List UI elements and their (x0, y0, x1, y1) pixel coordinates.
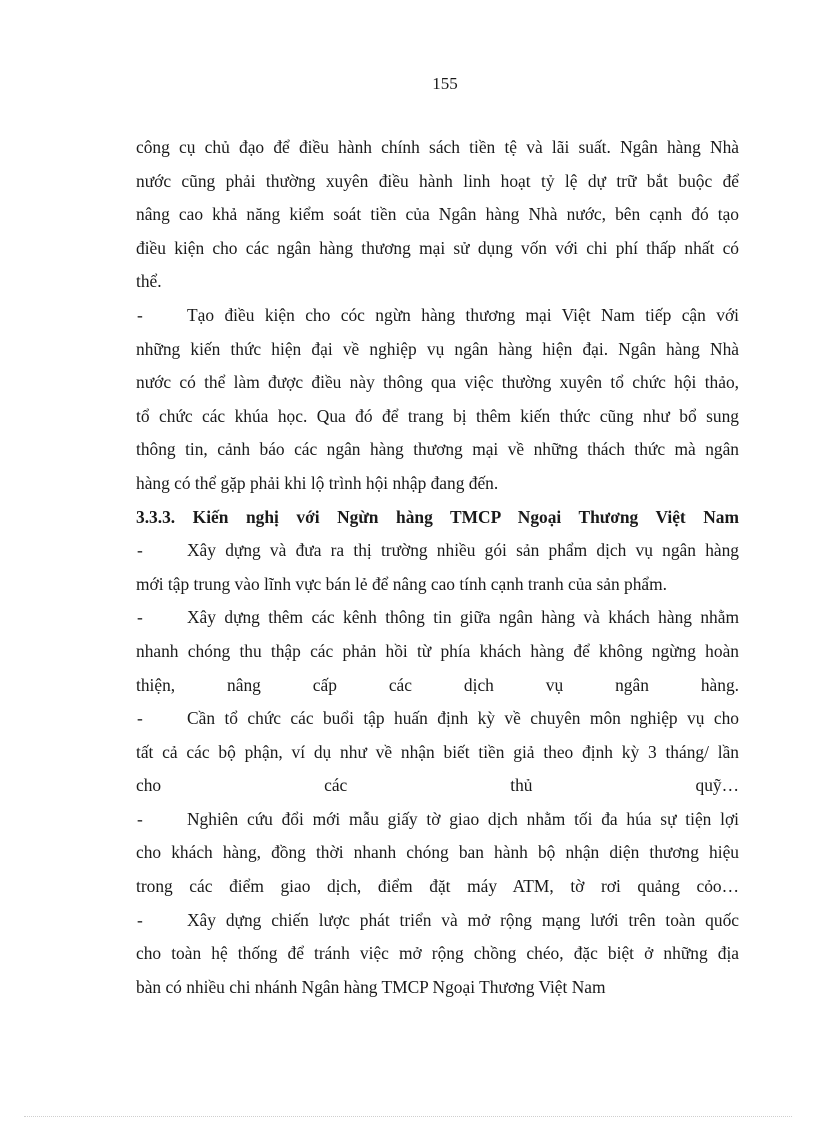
page-bottom-divider (24, 1116, 792, 1117)
text-line: tổ chức các khúa học. Qua đó để trang bị thêm kiến thức cũng như bổ sung (136, 405, 739, 426)
bullet-text: Xây dựng và đưa ra thị trường nhiều gói sản phẩm dịch vụ ngân hàng (187, 540, 739, 561)
bullet-text: Cần tổ chức các buổi tập huấn định kỳ về chuyên môn nghiệp vụ cho (187, 708, 739, 729)
text-line: nhanh chóng thu thập các phản hồi từ phía khách hàng để không ngừng hoàn (136, 640, 739, 661)
page-number: 155 (432, 74, 458, 93)
text-line: hàng có thể gặp phải khi lộ trình hội nhập đang đến. (136, 472, 499, 493)
bullet-first-line (136, 601, 739, 635)
text-line: điều kiện cho các ngân hàng thương mại sử dụng vốn với chi phí thấp nhất có (136, 237, 739, 258)
text-line: cho toàn hệ thống để tránh việc mở rộng chồng chéo, đặc biệt ở những địa (136, 943, 739, 964)
text-line: trong các điểm giao dịch, điểm đặt máy ATM, tờ rơi quảng cỏo… (136, 876, 739, 897)
bullet-first-line (136, 803, 739, 837)
text-line: thông tin, cảnh báo các ngân hàng thương mại về những thách thức mà ngân (136, 439, 739, 460)
text-line: thiện, nâng cấp các dịch vụ ngân hàng. (136, 674, 739, 695)
text-line: nước cũng phải thường xuyên điều hành linh hoạt tỷ lệ dự trữ bắt buộc để (136, 170, 739, 191)
text-line: nước có thể làm được điều này thông qua việc thường xuyên tổ chức hội thảo, (136, 372, 739, 393)
bullet-first-line (136, 904, 739, 938)
bullet-paragraph (136, 299, 739, 501)
bullet-paragraph (136, 601, 739, 702)
bullet-dash: - (137, 808, 143, 829)
text-line: bàn có nhiều chi nhánh Ngân hàng TMCP Ngoại Thương Việt Nam (136, 976, 606, 997)
text-line: thể. (136, 271, 162, 292)
section-heading: 3.3.3. Kiến nghị với Ngừn hàng TMCP Ngoại Thương Việt Nam (136, 506, 739, 527)
text-line: mới tập trung vào lĩnh vực bán lẻ để nâng cao tính cạnh tranh của sản phẩm. (136, 573, 668, 594)
bullet-text: Tạo điều kiện cho cóc ngừn hàng thương mại Việt Nam tiếp cận với (187, 304, 739, 325)
bullet-first-line (136, 534, 739, 568)
bullet-dash: - (137, 708, 143, 729)
bullet-paragraph (136, 904, 739, 1005)
text-line: cho khách hàng, đồng thời nhanh chóng ban hành bộ nhận diện thương hiệu (136, 842, 739, 863)
bullet-dash: - (137, 304, 143, 325)
bullet-text: Xây dựng chiến lược phát triển và mở rộng mạng lưới trên toàn quốc (187, 909, 739, 930)
paragraph-continuation (136, 131, 739, 299)
bullet-paragraph (136, 702, 739, 803)
text-line: công cụ chủ đạo để điều hành chính sách tiền tệ và lãi suất. Ngân hàng Nhà (136, 137, 739, 157)
page-body (136, 131, 739, 1004)
bullet-dash: - (137, 909, 143, 930)
bullet-dash: - (137, 540, 143, 561)
bullet-dash: - (137, 607, 143, 628)
bullet-first-line (136, 299, 739, 333)
bullet-paragraph (136, 803, 739, 904)
bullet-text: Nghiên cứu đổi mới mẫu giấy tờ giao dịch nhằm tối đa húa sự tiện lợi (187, 808, 739, 829)
text-line: những kiến thức hiện đại về nghiệp vụ ngân hàng hiện đại. Ngân hàng Nhà (136, 338, 739, 359)
text-line: tất cả các bộ phận, ví dụ như về nhận biết tiền giả theo định kỳ 3 tháng/ lần (136, 741, 739, 762)
bullet-text: Xây dựng thêm các kênh thông tin giữa ngân hàng và khách hàng nhằm (187, 607, 739, 628)
bullet-paragraph (136, 534, 739, 601)
bullet-first-line (136, 702, 739, 736)
text-line: cho các thủ quỹ… (136, 775, 739, 796)
text-line: nâng cao khả năng kiểm soát tiền của Ngân hàng Nhà nước, bên cạnh đó tạo (136, 204, 739, 225)
